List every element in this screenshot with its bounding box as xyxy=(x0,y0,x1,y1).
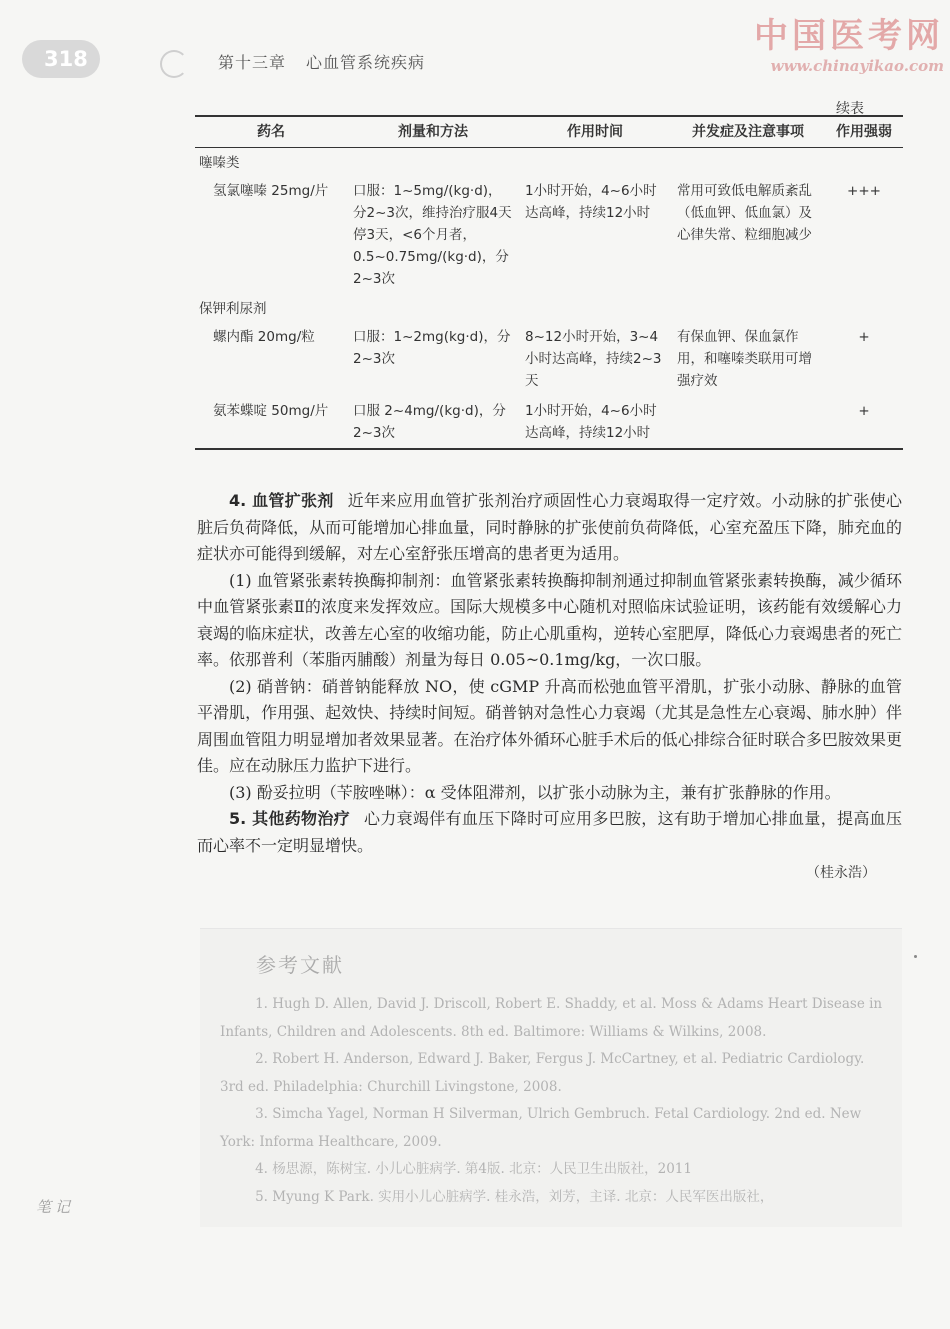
section-heading: 5. 其他药物治疗 xyxy=(229,809,350,828)
chapter-logo-icon xyxy=(160,50,188,78)
paragraph-text: 心力衰竭伴有血压下降时可应用多巴胺，这有助于增加心排血量，提高血压而心率不一定明显增快。 xyxy=(197,809,902,855)
paragraph: (2) 硝普钠：硝普钠能释放 NO，使 cGMP 升高而松弛血管平滑肌，扩张小动脉、静脉的血管平滑肌，作用强、起效快、持续时间短。硝普钠对急性心力衰竭（尤其是急性左心衰竭、肺水肿）伴周围血管阻力明显增加者效果显著。在治疗体外循环心脏手术后的低心排综合征时联合多巴胺效果更佳。应在动脉压力监护下进行。 xyxy=(197,676,902,775)
reference-item: 1. Hugh D. Allen, David J. Driscoll, Robert E. Shaddy, et al. Moss & Adams Heart Disease in Infants, Children and Adolescents. 8th ed. Baltimore: Williams & Wilkins, 2008. xyxy=(220,996,883,1040)
page-mark xyxy=(914,955,917,958)
cell-strength: + xyxy=(825,396,903,449)
reference-item: 3. Simcha Yagel, Norman H Silverman, Ulrich Gembruch. Fetal Cardiology. 2nd ed. New York: Informa Healthcare, 2009. xyxy=(220,1106,862,1150)
table-row xyxy=(195,322,903,396)
watermark-url: www.chinayikao.com xyxy=(770,57,944,75)
table-header-row xyxy=(195,116,903,148)
cell-drug: 氢氯噻嗪 25mg/片 xyxy=(213,183,329,199)
cell-time: 1小时开始，4~6小时达高峰，持续12小时 xyxy=(519,396,671,449)
references-section xyxy=(200,928,902,1227)
drug-table xyxy=(195,115,903,450)
reference-item: 2. Robert H. Anderson, Edward J. Baker, Fergus J. McCartney, et al. Pediatric Cardiology. 3rd ed. Philadelphia: Churchill Livingstone, 2008. xyxy=(220,1051,865,1095)
references-list xyxy=(220,991,890,1211)
running-header xyxy=(218,50,445,73)
header-time: 作用时间 xyxy=(519,116,671,148)
cell-strength: + xyxy=(858,329,870,345)
notes-margin-label: 笔记 xyxy=(36,1198,75,1216)
cell-strength: +++ xyxy=(847,183,881,199)
cell-drug: 氨苯蝶啶 50mg/片 xyxy=(195,396,347,449)
cell-notes: 有保血钾、保血氯作用，和噻嗪类联用可增强疗效 xyxy=(677,329,812,389)
paragraph xyxy=(197,488,902,568)
section-heading: 4. 血管扩张剂 xyxy=(229,491,334,510)
chapter-title: 心血管系统疾病 xyxy=(306,53,426,72)
chapter-number: 第十三章 xyxy=(218,53,287,72)
paragraph: (3) 酚妥拉明（苄胺唑啉）：α 受体阻滞剂，以扩张小动脉为主，兼有扩张静脉的作用。 xyxy=(229,782,841,802)
cell-notes xyxy=(671,396,825,449)
author-credit: （桂永浩） xyxy=(806,865,876,881)
reference-item: 4. 杨思源，陈树宝. 小儿心脏病学. 第4版. 北京：人民卫生出版社，2011 xyxy=(255,1161,692,1177)
page-number: 318 xyxy=(44,47,88,71)
table-row xyxy=(195,396,903,449)
reference-item: 5. Myung K Park. 实用小儿心脏病学. 桂永浩，刘芳，主译. 北京：人民军医出版社， xyxy=(255,1188,774,1205)
body-text xyxy=(197,488,902,859)
paragraph-text: 近年来应用血管扩张剂治疗顽固性心力衰竭取得一定疗效。小动脉的扩张使心脏后负荷降低，从而可能增加心排血量，同时静脉的扩张使前负荷降低，心室充盈压下降，肺充血的症状亦可能得到缓解，对左心室舒张压增高的患者更为适用。 xyxy=(197,491,902,563)
cell-notes: 常用可致低电解质紊乱（低血钾、低血氯）及心律失常、粒细胞减少 xyxy=(677,183,812,243)
header-dose: 剂量和方法 xyxy=(347,116,519,148)
category-row xyxy=(195,294,903,322)
page-number-badge xyxy=(22,40,100,78)
paragraph: (1) 血管紧张素转换酶抑制剂：血管紧张素转换酶抑制剂通过抑制血管紧张素转换酶，减少循环中血管紧张素Ⅱ的浓度来发挥效应。国际大规模多中心随机对照临床试验证明，该药能有效缓解心力衰竭的临床症状，改善左心室的收缩功能，防止心肌重构，逆转心室肥厚，降低心力衰竭患者的死亡率。依那普利（苯脂丙脯酸）剂量为每日 0.05~0.1mg/kg，一次口服。 xyxy=(197,570,902,669)
watermark-chinese: 中国医考网 xyxy=(754,16,944,56)
cell-time: 8~12小时开始，3~4小时达高峰，持续2~3天 xyxy=(525,329,662,389)
category-row xyxy=(195,148,903,177)
cell-time: 1小时开始，4~6小时达高峰，持续12小时 xyxy=(525,183,657,221)
cell-dose: 口服 2~4mg/(kg·d)，分2~3次 xyxy=(347,396,519,449)
cell-drug: 螺内酯 20mg/粒 xyxy=(213,329,315,345)
category-label: 噻嗪类 xyxy=(199,155,240,171)
paragraph xyxy=(197,806,902,859)
cell-dose: 口服：1~2mg(kg·d)，分2~3次 xyxy=(353,329,511,367)
table-row xyxy=(195,176,903,294)
header-strength: 作用强弱 xyxy=(825,116,903,148)
watermark xyxy=(754,8,944,75)
category-label: 保钾利尿剂 xyxy=(199,301,267,317)
cell-dose: 口服：1~5mg/(kg·d)，分2~3次，维持治疗服4天停3天，<6个月者，0.5~0.75mg/(kg·d)，分2~3次 xyxy=(353,183,512,287)
references-title: 参考文献 xyxy=(256,953,344,977)
header-drug: 药名 xyxy=(195,116,347,148)
table-caption: 续表 xyxy=(836,101,864,117)
header-notes: 并发症及注意事项 xyxy=(671,116,825,148)
